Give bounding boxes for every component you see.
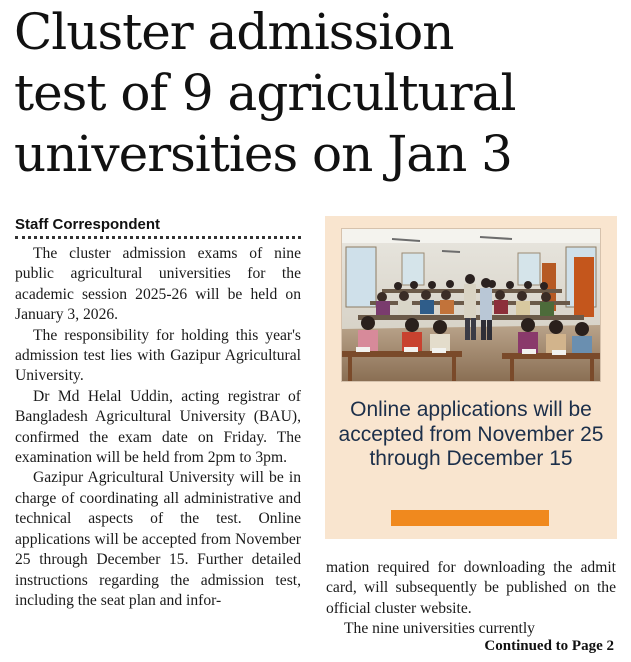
paragraph-1: The cluster admission exams of nine public agricultural universities for the academic session 2025-26 will be held on January 3, 2026. <box>15 245 301 324</box>
paragraph-4-continued: mation required for downloading the admit card, will subsequently be published on the official cluster website. <box>326 559 616 617</box>
exam-hall-photo <box>341 228 601 382</box>
callout-box <box>325 216 617 539</box>
paragraph-2: The responsibility for holding this year's admission test lies with Gazipur Agricultural University. <box>15 326 301 385</box>
headline-line-2: test of 9 agricultural <box>14 64 516 122</box>
article-column-right <box>326 558 616 640</box>
headline <box>14 2 624 185</box>
continued-jump-label: Continued to Page 2 <box>484 638 614 654</box>
headline-line-1: Cluster admission <box>14 3 454 61</box>
article-column-left <box>15 244 301 611</box>
headline-line-3: universities on Jan 3 <box>14 125 512 183</box>
callout-accent-bar <box>391 510 549 526</box>
paragraph-5: The nine universities currently <box>344 620 535 638</box>
callout-quote: Online applications will be accepted from November 25 through December 15 <box>338 398 604 470</box>
paragraph-3: Dr Md Helal Uddin, acting registrar of Bangladesh Agricultural University (BAU), confirmed the exam date on Friday. The examination will be held from 2pm to 3pm. <box>15 387 301 467</box>
byline: Staff Correspondent <box>15 216 301 239</box>
paragraph-4: Gazipur Agricultural University will be in charge of coordinating all administrative and technical aspects of the test. Online applications will be accepted from November 25 through December 15. Further detailed instructions regarding the admission test, including the seat plan and infor- <box>15 469 301 609</box>
